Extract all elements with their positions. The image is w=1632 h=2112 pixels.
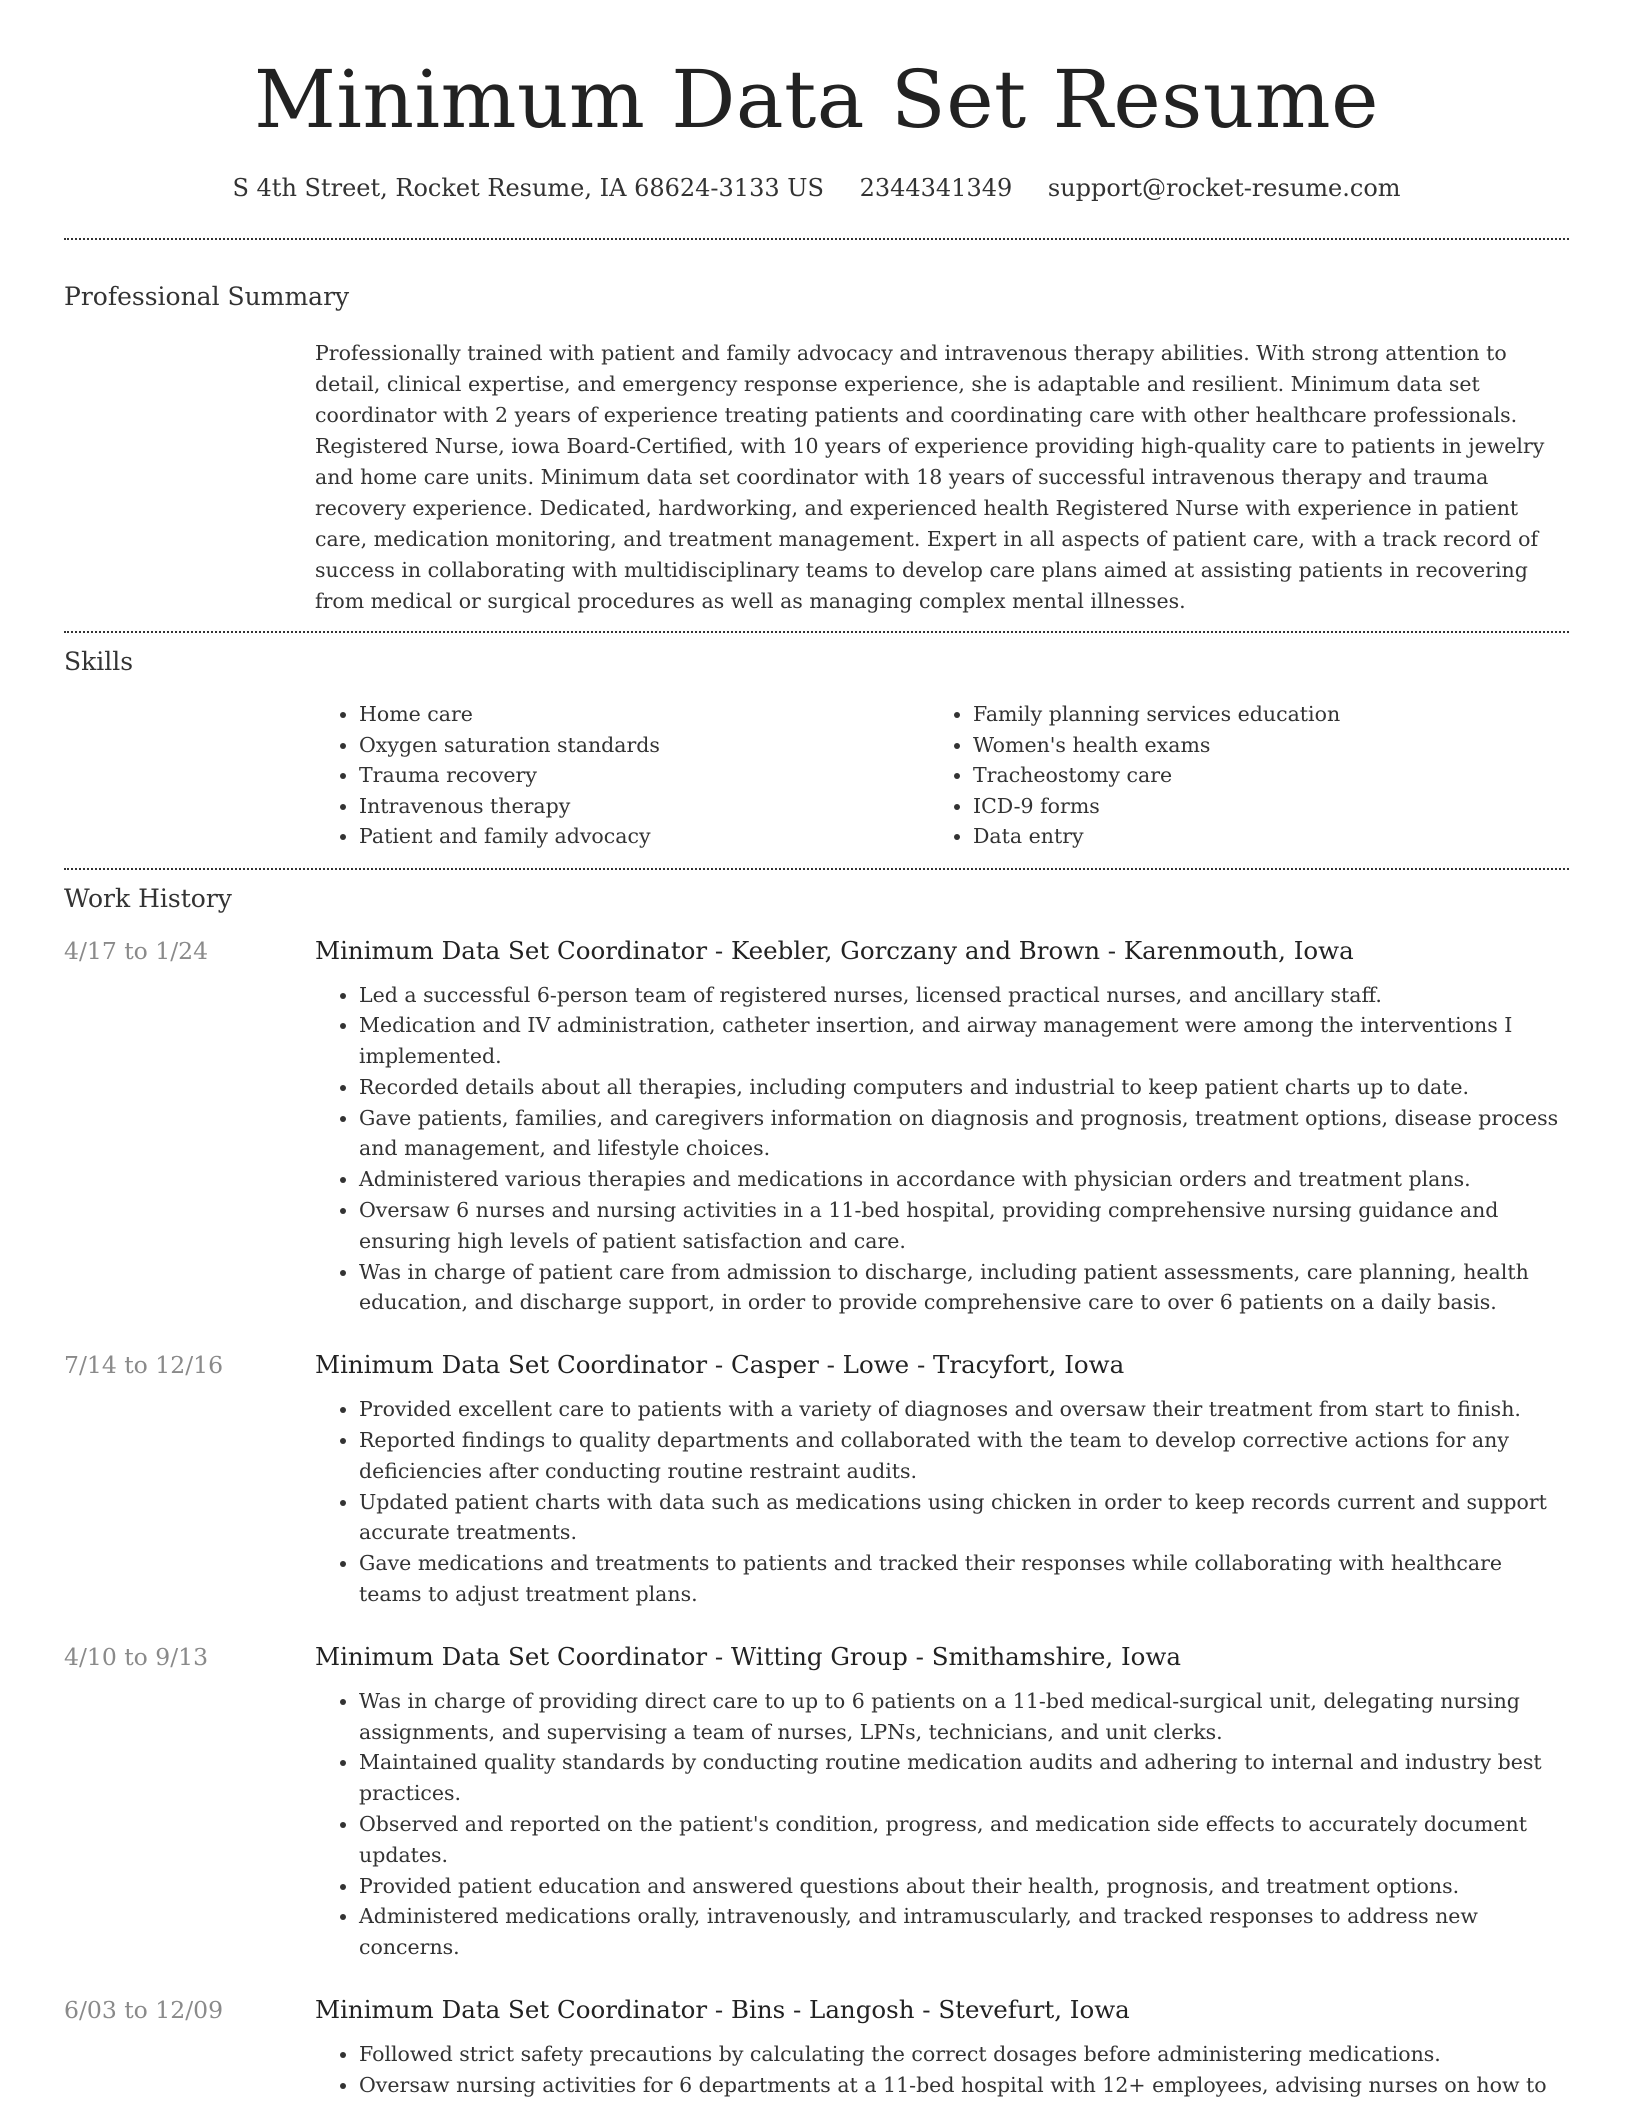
skill-item: • Tracheostomy care [973, 760, 1543, 791]
job-bullet: • Provided excellent care to patients with a variety of diagnoses and oversaw their treatment from start to finish. [359, 1394, 1569, 1425]
skills-section-title: Skills [64, 647, 134, 676]
job-bullets [315, 2039, 1569, 2101]
summary-text: Professionally trained with patient and family advocacy and intravenous therapy abilities. With strong attention to detail, clinical expertise, and emergency response experience, she is adaptable and resilient. Minimum data set coordinator with 2 years of experience treating patients and coordinating care with other healthcare professionals. Registered Nurse, iowa Board-Certified, with 10 years of experience providing high-quality care to patients in jewelry and home care units. Minimum data set coordinator with 18 years of successful intravenous therapy and trauma recovery experience. Dedicated, hardworking, and experienced health Registered Nurse with experience in patient care, medication monitoring, and treatment management. Expert in all aspects of patient care, with a track record of success in collaborating with multidisciplinary teams to develop care plans aimed at assisting patients in recovering from medical or surgical procedures as well as managing complex mental illnesses. [315, 341, 1545, 613]
skill-item: • Data entry [973, 821, 1543, 852]
skill-item: • Women's health exams [973, 730, 1543, 761]
skills-column-right [929, 699, 1543, 852]
contact-line [64, 172, 1569, 204]
job-bullet: • Medication and IV administration, catheter insertion, and airway management were among the interventions I implemented. [359, 1010, 1569, 1072]
job-bullet: • Reported findings to quality departments and collaborated with the team to develop corrective actions for any deficiencies after conducting routine restraint audits. [359, 1425, 1569, 1487]
job-bullet: • Maintained quality standards by conducting routine medication audits and adhering to internal and industry best practices. [359, 1747, 1569, 1809]
job-bullet: • Was in charge of providing direct care to up to 6 patients on a 11-bed medical-surgical unit, delegating nursing assignments, and supervising a team of nurses, LPNs, technicians, and unit clerks. [359, 1686, 1569, 1748]
job-bullet: • Gave medications and treatments to patients and tracked their responses while collaborating with healthcare teams to adjust treatment plans. [359, 1548, 1569, 1610]
job-date: 7/14 to 12/16 [64, 1351, 224, 1380]
skill-item: • Patient and family advocacy [359, 821, 929, 852]
job-date: 6/03 to 12/09 [64, 1996, 224, 2025]
job-title: Minimum Data Set Coordinator - Bins - Langosh - Stevefurt, Iowa [315, 1995, 1130, 2025]
job-title: Minimum Data Set Coordinator - Keebler, Gorczany and Brown - Karenmouth, Iowa [315, 935, 1354, 965]
job-entry [64, 1993, 1569, 2101]
job-bullet: • Followed strict safety precautions by calculating the correct dosages before administering medications. [359, 2039, 1569, 2070]
section-divider [64, 868, 1569, 870]
job-bullet: • Updated patient charts with data such as medications using chicken in order to keep records current and support accurate treatments. [359, 1487, 1569, 1549]
section-divider [64, 631, 1569, 633]
job-title: Minimum Data Set Coordinator - Casper - Lowe - Tracyfort, Iowa [315, 1350, 1125, 1380]
job-bullet: • Was in charge of patient care from admission to discharge, including patient assessments, care planning, health education, and discharge support, in order to provide comprehensive care to over 6 patients on a daily basis. [359, 1257, 1569, 1319]
skills-list [315, 699, 1569, 852]
job-date: 4/10 to 9/13 [64, 1642, 209, 1671]
skill-item: • ICD-9 forms [973, 791, 1543, 822]
job-bullet: • Observed and reported on the patient's condition, progress, and medication side effects to accurately document updates. [359, 1809, 1569, 1871]
job-entry [64, 1348, 1569, 1610]
job-bullets [315, 1394, 1569, 1610]
resume-page [64, 0, 1569, 2101]
contact-email: support@rocket-resume.com [1047, 174, 1401, 202]
skill-item: • Home care [359, 699, 929, 730]
skills-column-left [315, 699, 929, 852]
job-bullet: • Oversaw 6 nurses and nursing activities in a 11-bed hospital, providing comprehensive nursing guidance and ensuring high levels of patient satisfaction and care. [359, 1195, 1569, 1257]
job-date: 4/17 to 1/24 [64, 936, 209, 965]
job-bullet: • Administered various therapies and medications in accordance with physician orders and treatment plans. [359, 1164, 1569, 1195]
job-bullet: • Administered medications orally, intravenously, and intramuscularly, and tracked responses to address new concerns. [359, 1901, 1569, 1963]
job-bullet: • Gave patients, families, and caregivers information on diagnosis and prognosis, treatment options, disease process and management, and lifestyle choices. [359, 1103, 1569, 1165]
skill-item: • Oxygen saturation standards [359, 730, 929, 761]
job-title: Minimum Data Set Coordinator - Witting Group - Smithamshire, Iowa [315, 1641, 1182, 1671]
resume-name-heading: Minimum Data Set Resume [254, 53, 1379, 146]
job-bullet: • Provided patient education and answered questions about their health, prognosis, and treatment options. [359, 1871, 1569, 1902]
job-bullets [315, 980, 1569, 1319]
job-bullet: • Led a successful 6-person team of registered nurses, licensed practical nurses, and ancillary staff. [359, 980, 1569, 1011]
job-bullets [315, 1686, 1569, 1963]
job-bullet: • Oversaw nursing activities for 6 departments at a 11-bed hospital with 12+ employees, advising nurses on how to [359, 2070, 1569, 2101]
job-entry [64, 1640, 1569, 1963]
skill-item: • Intravenous therapy [359, 791, 929, 822]
job-bullet: • Recorded details about all therapies, including computers and industrial to keep patient charts up to date. [359, 1072, 1569, 1103]
summary-section-title: Professional Summary [64, 282, 350, 311]
job-entry [64, 934, 1569, 1319]
work-history-section-title: Work History [64, 883, 232, 913]
section-divider [64, 238, 1569, 240]
skill-item: • Family planning services education [973, 699, 1543, 730]
contact-phone: 2344341349 [859, 174, 1013, 202]
contact-address: S 4th Street, Rocket Resume, IA 68624-3133 US [232, 174, 824, 202]
skill-item: • Trauma recovery [359, 760, 929, 791]
